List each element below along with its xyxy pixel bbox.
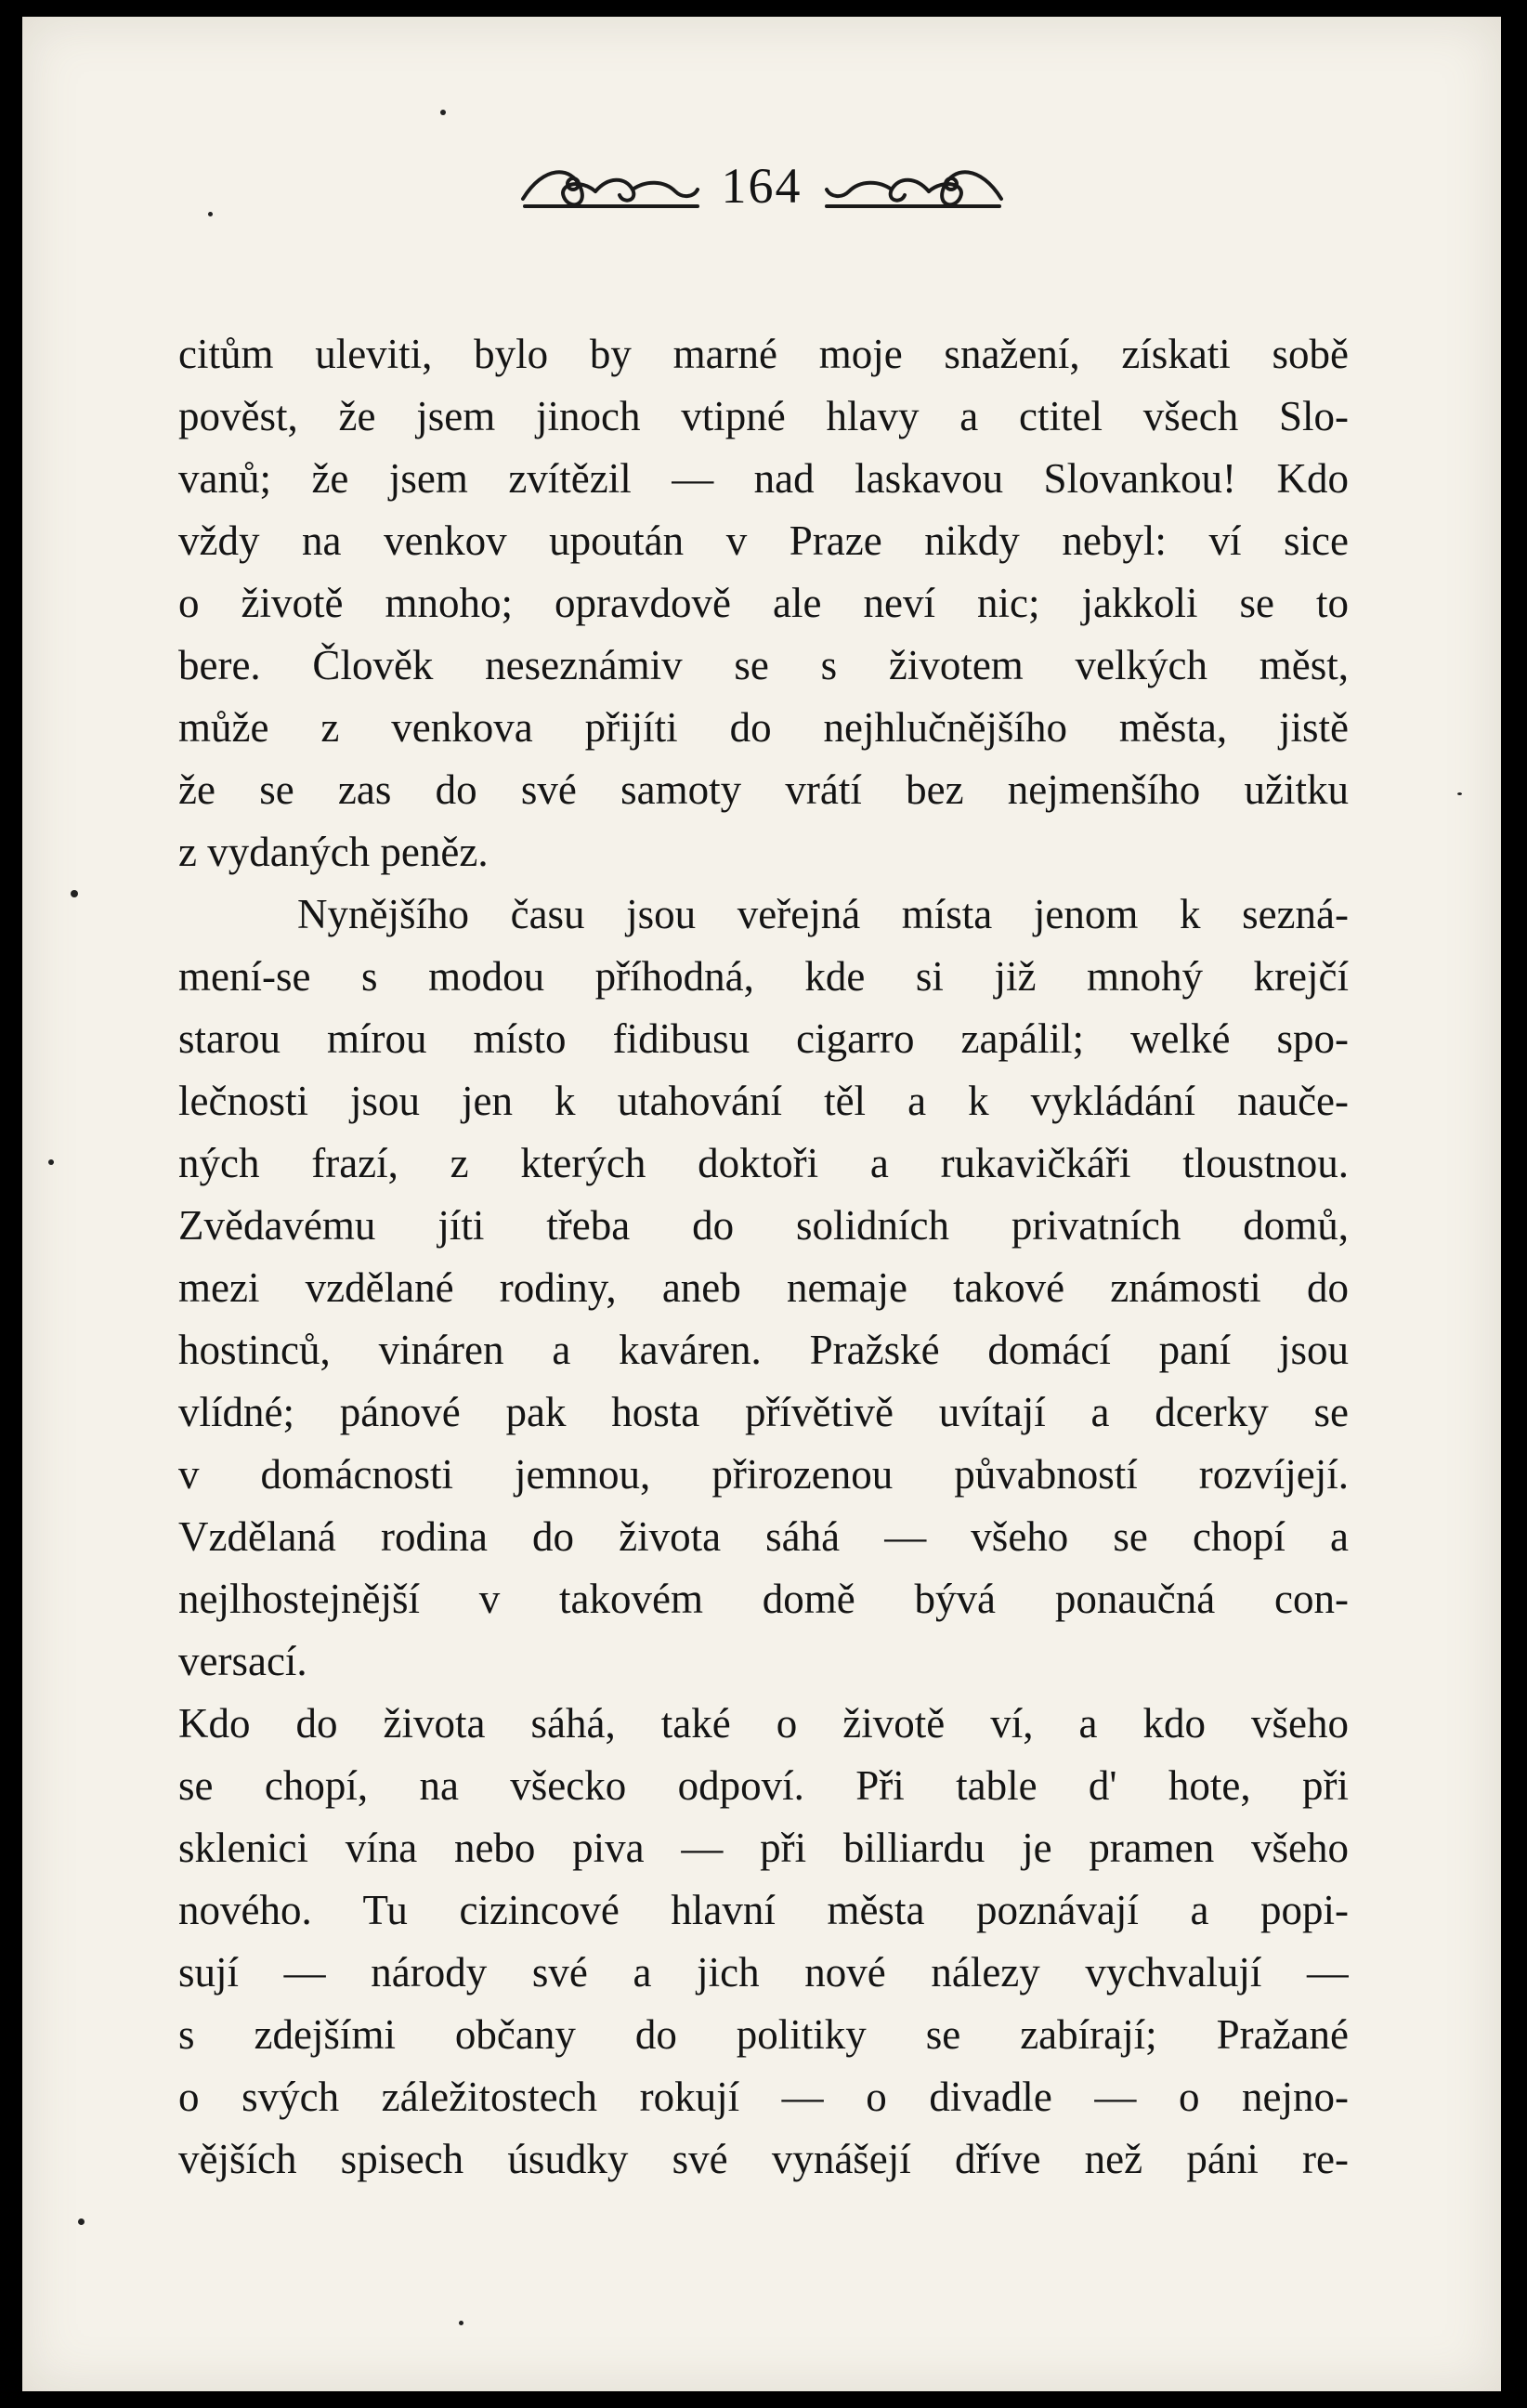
text-line: pověst, že jsem jinoch vtipné hlavy a ctitel všech Slo- xyxy=(178,393,1349,439)
ink-speck xyxy=(459,2321,463,2325)
text-line: že se zas do své samoty vrátí bez nejmenšího užitku xyxy=(178,766,1349,813)
ink-speck xyxy=(1457,792,1462,795)
text-line: lečnosti jsou jen k utahování těl a k vykládání nauče- xyxy=(178,1078,1349,1124)
text-line: bere. Člověk neseznámiv se s životem velkých měst, xyxy=(178,642,1349,688)
text-line: sklenici vína nebo piva — při billiardu je pramen všeho xyxy=(178,1825,1349,1871)
text-line: mezi vzdělané rodiny, aneb nemaje takové známosti do xyxy=(178,1264,1349,1311)
floral-ornament-right-icon xyxy=(823,156,1009,216)
book-page xyxy=(22,17,1501,2391)
text-line: se chopí, na všecko odpoví. Při table d' hote, při xyxy=(178,1762,1349,1809)
floral-ornament-left-icon xyxy=(516,156,701,216)
ink-speck xyxy=(440,110,446,115)
text-line: v domácnosti jemnou, přirozenou půvabností rozvíjejí. xyxy=(178,1451,1349,1498)
text-line: nového. Tu cizincové hlavní města poznávají a popi- xyxy=(178,1887,1349,1933)
ink-speck xyxy=(48,1159,54,1165)
text-line: s zdejšími občany do politiky se zabírají; Pražané xyxy=(178,2011,1349,2058)
text-line: Kdo do života sáhá, také o životě ví, a kdo všeho xyxy=(178,1700,1349,1747)
text-line: ných frazí, z kterých doktoři a rukavičkáři tloustnou. xyxy=(178,1140,1349,1186)
text-line: Zvědavému jíti třeba do solidních privatních domů, xyxy=(178,1202,1349,1249)
text-line: hostinců, vináren a kaváren. Pražské domácí paní jsou xyxy=(178,1327,1349,1373)
text-line: Nynějšího času jsou veřejná místa jenom k sezná- xyxy=(297,891,1349,937)
text-line: Vzdělaná rodina do života sáhá — všeho se chopí a xyxy=(178,1513,1349,1560)
text-line: starou mírou místo fidibusu cigarro zapálil; welké spo- xyxy=(178,1015,1349,1062)
text-line: z vydaných peněz. xyxy=(178,829,489,875)
text-line: nejlhostejnější v takovém domě bývá ponaučná con- xyxy=(178,1576,1349,1622)
text-line: vanů; že jsem zvítězil — nad laskavou Slovankou! Kdo xyxy=(178,455,1349,502)
page-header xyxy=(22,156,1501,216)
text-line: vlídné; pánové pak hosta přívětivě uvítají a dcerky se xyxy=(178,1389,1349,1435)
page-number: 164 xyxy=(721,158,803,214)
text-line: může z venkova přijíti do nejhlučnějšího města, jistě xyxy=(178,704,1349,751)
body-text xyxy=(178,323,1349,2191)
text-line: vždy na venkov upoután v Praze nikdy nebyl: ví sice xyxy=(178,517,1349,564)
text-line: o životě mnoho; opravdově ale neví nic; jakkoli se to xyxy=(178,580,1349,626)
text-line: citům uleviti, bylo by marné moje snažení, získati sobě xyxy=(178,331,1349,377)
text-line: o svých záležitostech rokují — o divadle — o nejno- xyxy=(178,2074,1349,2120)
ink-speck xyxy=(71,890,78,897)
text-line: mení-se s modou příhodná, kde si již mnohý krejčí xyxy=(178,953,1349,1000)
ink-speck xyxy=(78,2218,85,2225)
text-line: vějších spisech úsudky své vynášejí dříve než páni re- xyxy=(178,2136,1349,2182)
text-line: versací. xyxy=(178,1638,307,1684)
text-line: sují — národy své a jich nové nálezy vychvalují — xyxy=(178,1949,1349,1996)
ink-speck xyxy=(208,212,213,216)
